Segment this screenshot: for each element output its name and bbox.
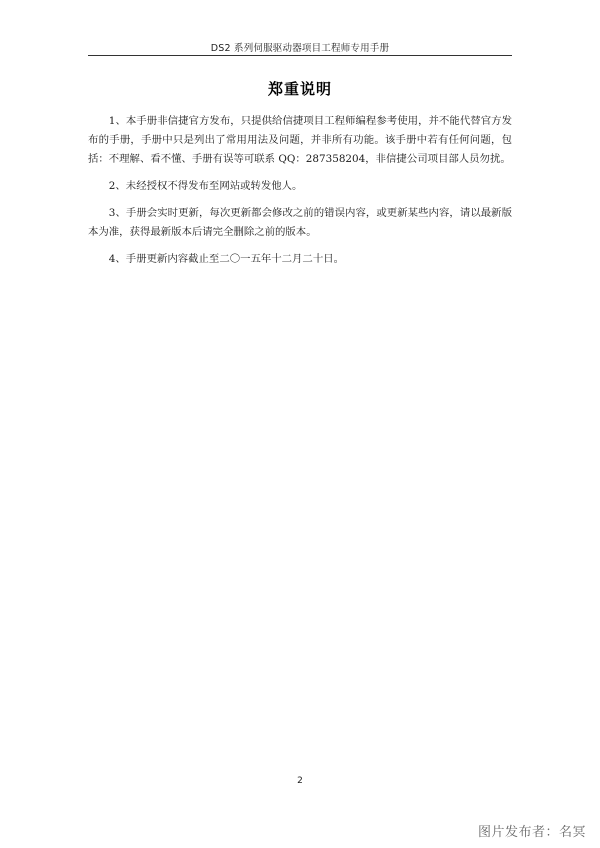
page-title: 郑重说明 — [267, 80, 332, 98]
notice-paragraph-4: 4、手册更新内容截止至二〇一五年十二月二十日。 — [108, 253, 344, 265]
header-divider — [88, 55, 512, 56]
publisher-watermark: 图片发布者：名冥 — [477, 825, 586, 840]
page-number: 2 — [297, 776, 303, 786]
notice-paragraph-1: 1、本手册非信捷官方发布，只提供给信捷项目工程师编程参考使用，并不能代替官方发布的手册，手册中只是列出了常用用法及问题，并非所有功能。该手册中若有任何问题，包括：不理解、看不懂、手册有误等可联系 QQ：287358204，非信捷公司项目部人员勿扰。 — [88, 115, 512, 165]
notice-body — [88, 112, 512, 277]
notice-paragraph-2: 2、未经授权不得发布至网站或转发他人。 — [108, 180, 303, 192]
running-header: DS2 系列伺服驱动器项目工程师专用手册 — [210, 43, 390, 54]
notice-paragraph-3: 3、手册会实时更新，每次更新都会修改之前的错误内容，或更新某些内容，请以最新版本为准，获得最新版本后请完全删除之前的版本。 — [88, 207, 512, 238]
